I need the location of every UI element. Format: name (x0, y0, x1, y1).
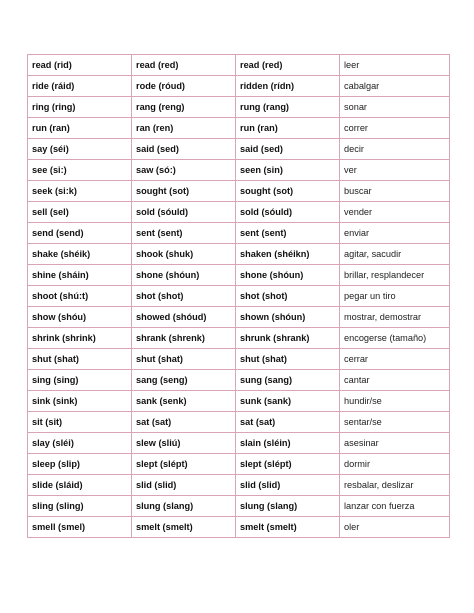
past-participle-cell: rung (rang) (236, 97, 340, 118)
table-row (28, 391, 450, 412)
past-participle-cell: slung (slang) (236, 496, 340, 517)
table-row (28, 265, 450, 286)
meaning-cell: dormir (340, 454, 450, 475)
base-form-cell: shut (shat) (28, 349, 132, 370)
past-simple-cell: shrank (shrenk) (132, 328, 236, 349)
past-simple-cell: sank (senk) (132, 391, 236, 412)
table-row (28, 475, 450, 496)
past-simple-cell: sent (sent) (132, 223, 236, 244)
base-form-cell: shrink (shrink) (28, 328, 132, 349)
past-simple-cell: showed (shóud) (132, 307, 236, 328)
past-simple-cell: slept (slépt) (132, 454, 236, 475)
meaning-cell: sonar (340, 97, 450, 118)
past-participle-cell: smelt (smelt) (236, 517, 340, 538)
past-participle-cell: sung (sang) (236, 370, 340, 391)
past-simple-cell: sang (seng) (132, 370, 236, 391)
meaning-cell: agitar, sacudir (340, 244, 450, 265)
past-simple-cell: rode (róud) (132, 76, 236, 97)
base-form-cell: sink (sink) (28, 391, 132, 412)
past-participle-cell: shut (shat) (236, 349, 340, 370)
past-participle-cell: sat (sat) (236, 412, 340, 433)
meaning-cell: cantar (340, 370, 450, 391)
past-simple-cell: saw (só:) (132, 160, 236, 181)
base-form-cell: sing (sing) (28, 370, 132, 391)
meaning-cell: enviar (340, 223, 450, 244)
past-simple-cell: shook (shuk) (132, 244, 236, 265)
past-simple-cell: shone (shóun) (132, 265, 236, 286)
meaning-cell: cabalgar (340, 76, 450, 97)
table-row (28, 97, 450, 118)
past-simple-cell: slid (slid) (132, 475, 236, 496)
base-form-cell: smell (smel) (28, 517, 132, 538)
base-form-cell: send (send) (28, 223, 132, 244)
meaning-cell: decir (340, 139, 450, 160)
base-form-cell: slay (sléi) (28, 433, 132, 454)
table-row (28, 370, 450, 391)
table-row (28, 76, 450, 97)
past-participle-cell: shown (shóun) (236, 307, 340, 328)
base-form-cell: ride (ráid) (28, 76, 132, 97)
past-simple-cell: rang (reng) (132, 97, 236, 118)
past-participle-cell: said (sed) (236, 139, 340, 160)
table-row (28, 454, 450, 475)
base-form-cell: sling (sling) (28, 496, 132, 517)
past-participle-cell: slain (sléin) (236, 433, 340, 454)
table-row (28, 160, 450, 181)
past-participle-cell: run (ran) (236, 118, 340, 139)
past-participle-cell: sought (sot) (236, 181, 340, 202)
meaning-cell: hundir/se (340, 391, 450, 412)
meaning-cell: ver (340, 160, 450, 181)
base-form-cell: sell (sel) (28, 202, 132, 223)
base-form-cell: slide (sláid) (28, 475, 132, 496)
meaning-cell: correr (340, 118, 450, 139)
past-participle-cell: ridden (rídn) (236, 76, 340, 97)
past-participle-cell: seen (sin) (236, 160, 340, 181)
past-participle-cell: sunk (sank) (236, 391, 340, 412)
base-form-cell: see (si:) (28, 160, 132, 181)
base-form-cell: sleep (slip) (28, 454, 132, 475)
past-simple-cell: smelt (smelt) (132, 517, 236, 538)
meaning-cell: resbalar, deslizar (340, 475, 450, 496)
past-participle-cell: sent (sent) (236, 223, 340, 244)
table-row (28, 55, 450, 76)
table-row (28, 349, 450, 370)
table-row (28, 118, 450, 139)
base-form-cell: run (ran) (28, 118, 132, 139)
meaning-cell: buscar (340, 181, 450, 202)
table-row (28, 307, 450, 328)
table-row (28, 244, 450, 265)
table-row (28, 286, 450, 307)
table-row (28, 202, 450, 223)
meaning-cell: mostrar, demostrar (340, 307, 450, 328)
verb-table-body (28, 55, 450, 538)
table-row (28, 433, 450, 454)
meaning-cell: vender (340, 202, 450, 223)
past-simple-cell: shot (shot) (132, 286, 236, 307)
past-participle-cell: shone (shóun) (236, 265, 340, 286)
meaning-cell: asesinar (340, 433, 450, 454)
base-form-cell: ring (ring) (28, 97, 132, 118)
meaning-cell: pegar un tiro (340, 286, 450, 307)
past-simple-cell: said (sed) (132, 139, 236, 160)
irregular-verbs-table (27, 54, 450, 538)
meaning-cell: oler (340, 517, 450, 538)
table-row (28, 328, 450, 349)
table-row (28, 517, 450, 538)
past-participle-cell: shot (shot) (236, 286, 340, 307)
table-row (28, 412, 450, 433)
table-row (28, 181, 450, 202)
meaning-cell: leer (340, 55, 450, 76)
past-participle-cell: slept (slépt) (236, 454, 340, 475)
past-simple-cell: sold (sóuld) (132, 202, 236, 223)
base-form-cell: show (shóu) (28, 307, 132, 328)
past-simple-cell: slung (slang) (132, 496, 236, 517)
table-row (28, 223, 450, 244)
base-form-cell: shake (shéik) (28, 244, 132, 265)
meaning-cell: lanzar con fuerza (340, 496, 450, 517)
past-simple-cell: slew (sliú) (132, 433, 236, 454)
past-participle-cell: sold (sóuld) (236, 202, 340, 223)
past-participle-cell: shrunk (shrank) (236, 328, 340, 349)
base-form-cell: shine (sháin) (28, 265, 132, 286)
meaning-cell: brillar, resplandecer (340, 265, 450, 286)
meaning-cell: encogerse (tamaño) (340, 328, 450, 349)
past-participle-cell: read (red) (236, 55, 340, 76)
base-form-cell: sit (sit) (28, 412, 132, 433)
base-form-cell: read (rid) (28, 55, 132, 76)
base-form-cell: say (séi) (28, 139, 132, 160)
past-participle-cell: shaken (shéikn) (236, 244, 340, 265)
past-simple-cell: sat (sat) (132, 412, 236, 433)
meaning-cell: sentar/se (340, 412, 450, 433)
past-simple-cell: shut (shat) (132, 349, 236, 370)
meaning-cell: cerrar (340, 349, 450, 370)
table-row (28, 139, 450, 160)
base-form-cell: shoot (shú:t) (28, 286, 132, 307)
past-simple-cell: ran (ren) (132, 118, 236, 139)
past-simple-cell: read (red) (132, 55, 236, 76)
table-row (28, 496, 450, 517)
past-simple-cell: sought (sot) (132, 181, 236, 202)
base-form-cell: seek (si:k) (28, 181, 132, 202)
past-participle-cell: slid (slid) (236, 475, 340, 496)
